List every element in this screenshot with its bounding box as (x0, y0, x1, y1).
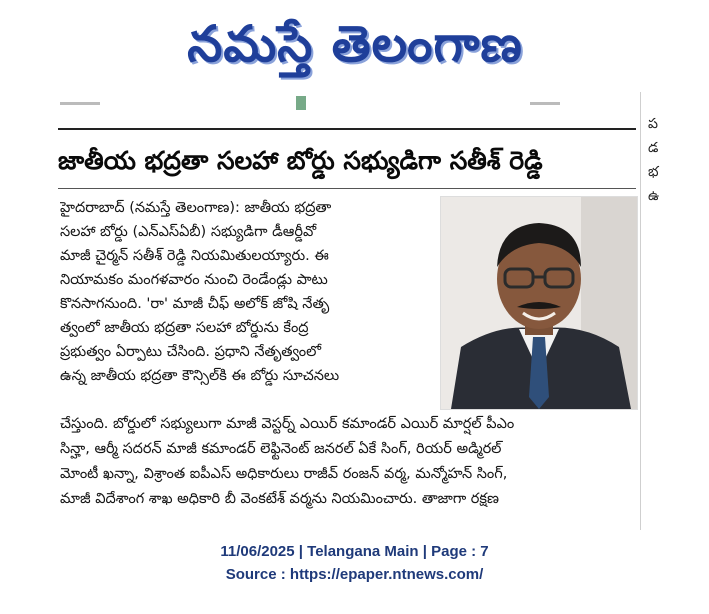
article-body-wide (60, 412, 640, 512)
article-line: చేస్తుంది. బోర్డులో సభ్యులుగా మాజీ వెస్టర్న్ ఎయిర్ కమాండర్ ఎయిర్ మార్షల్ పీఎం (60, 416, 515, 432)
portrait-photo (440, 196, 638, 410)
source-link[interactable]: Source : https://epaper.ntnews.com/ (225, 566, 484, 583)
article-line: కొనసాగనుంది. 'రా' మాజీ చీఫ్ అలోక్ జోషి నేతృ (60, 296, 330, 312)
previous-article-strip (60, 96, 630, 110)
source-caption (0, 540, 709, 586)
column-divider (640, 92, 641, 530)
fragment-line: డ (648, 140, 659, 156)
headline-rule (58, 188, 636, 189)
masthead (0, 0, 709, 92)
article-line: మాజీ చైర్మన్ సతీశ్ రెడ్డి నియమితులయ్యారు. ఈ (60, 248, 329, 264)
top-rule (58, 128, 636, 130)
article-body-column (60, 196, 430, 388)
article-clipping (50, 92, 709, 530)
fragment-line: భ (648, 164, 659, 180)
portrait-image (441, 197, 637, 409)
adjacent-column-fragment (648, 112, 709, 222)
article-line: త్వంలో జాతీయ భద్రతా సలహా బోర్డును కేంద్ర (60, 320, 309, 336)
strip-marker-icon (296, 96, 306, 110)
article-line: మోంటీ ఖన్నా, విశ్రాంత ఐపీఎస్ అధికారులు రాజీవ్ రంజన్ వర్మ, మన్మోహన్ సింగ్, (60, 466, 508, 482)
article-line: ఉన్న జాతీయ భద్రతా కౌన్సిల్‌కి ఈ బోర్డు సూచనలు (60, 368, 340, 384)
article-line: సలహా బోర్డు (ఎన్ఎస్ఏబీ) సభ్యుడిగా డీఆర్డీవో (60, 224, 317, 240)
article-line: మాజీ విదేశాంగ శాఖ అధికారి బీ వెంకటేశ్ వర్మను నియమించారు. తాజాగా రక్షణ (60, 491, 499, 507)
publication-meta: 11/06/2025 | Telangana Main | Page : 7 (220, 543, 489, 560)
article-line: హైదరాబాద్ (నమస్తే తెలంగాణ): జాతీయ భద్రతా (60, 200, 332, 216)
fragment-line: ప (648, 116, 658, 132)
article-line: సిన్హా, ఆర్మీ సదరన్ మాజీ కమాండర్ లెఫ్టినెంట్ జనరల్ ఏకే సింగ్, రియర్ అడ్మిరల్ (60, 441, 502, 457)
article-line: నియామకం మంగళవారం నుంచి రెండేండ్లు పాటు (60, 272, 328, 288)
article-line: ప్రభుత్వం ఏర్పాటు చేసింది. ప్రధాని నేతృత్వంలో (60, 344, 322, 360)
article-headline: జాతీయ భద్రతా సలహా బోర్డు సభ్యుడిగా సతీశ్ రెడ్డి (58, 146, 543, 175)
fragment-line: ఉ (648, 188, 660, 204)
newspaper-title: నమస్తే తెలంగాణ (187, 15, 523, 73)
